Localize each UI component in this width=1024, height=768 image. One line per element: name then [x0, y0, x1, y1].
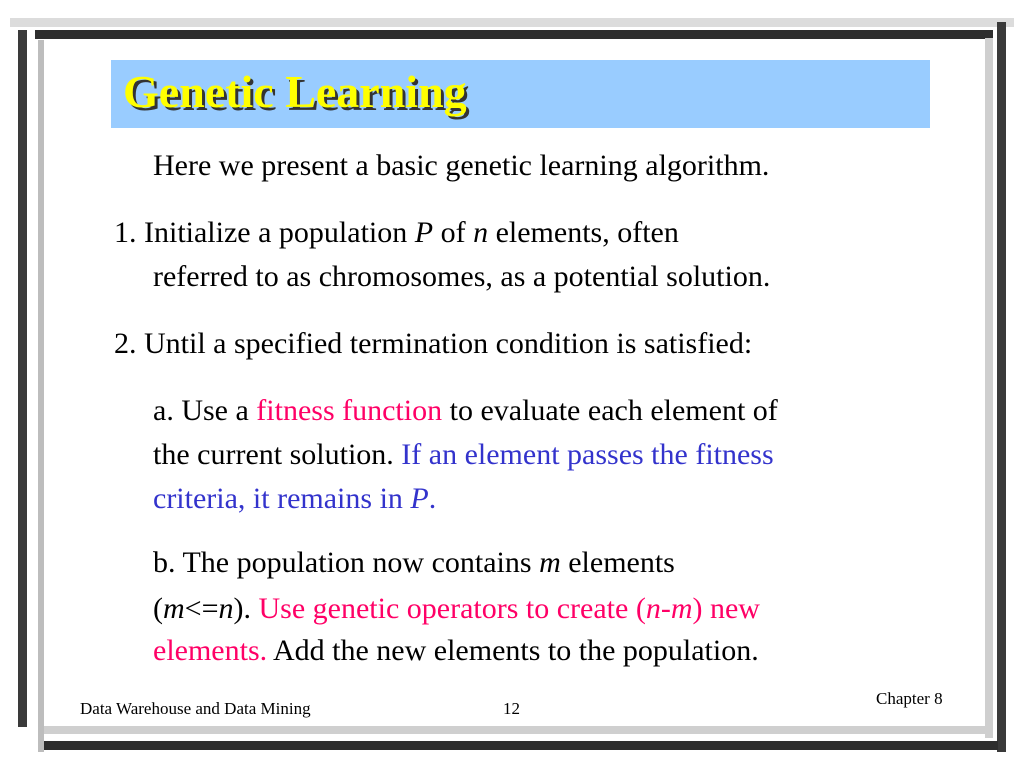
frame-left-dark-bar [18, 30, 27, 727]
step-b-line-3 [153, 629, 759, 673]
genetic-operators-text [259, 592, 760, 625]
step-b-line-2 [153, 587, 760, 631]
intro-text: Here we present a basic genetic learning algorithm. [153, 149, 770, 182]
step-b-prefix: b. The population now contains [153, 546, 540, 579]
close-paren: ). [233, 592, 259, 625]
step-b-rest: elements [560, 546, 675, 579]
step-a-line-2 [153, 433, 774, 477]
open-paren: ( [153, 592, 163, 625]
step-a-line-3 [153, 477, 436, 521]
variable-p: P [414, 216, 434, 249]
variable-m: m [539, 546, 561, 579]
variable-n: n [218, 592, 234, 625]
title-banner [111, 60, 930, 128]
frame-top-light-bar [10, 18, 1014, 27]
frame-right-light-bar [985, 38, 993, 738]
frame-bottom-light-bar [44, 726, 992, 734]
genetic-operators-prefix: Use genetic operators to create ( [258, 592, 646, 625]
footer-chapter: Chapter 8 [876, 689, 943, 708]
step-a-rest: to evaluate each element of [442, 394, 778, 427]
frame-left-light-bar [38, 40, 44, 752]
footer-course-name: Data Warehouse and Data Mining [80, 699, 311, 718]
step-a-period: . [428, 482, 437, 515]
variable-p: P [410, 482, 429, 515]
step-a-line-1 [153, 389, 778, 433]
step-1-of: of [433, 216, 474, 249]
frame-top-dark-bar [35, 30, 993, 39]
dash: - [660, 592, 671, 625]
frame-bottom-dark-bar [44, 741, 998, 750]
step-a-line-2-blue: If an element passes the fitness [401, 438, 774, 471]
step-1-line-2: referred to as chromosomes, as a potential solution. [153, 260, 771, 293]
step-a-prefix: a. Use a [153, 394, 257, 427]
variable-m: m [163, 592, 185, 625]
fitness-function-term: fitness function [256, 394, 443, 427]
step-2-text: 2. Until a specified termination condition is satisfied: [114, 327, 753, 360]
step-a-line-2-black: the current solution. [153, 438, 402, 471]
step-1-line-1 [114, 211, 679, 255]
step-b-line-1 [153, 541, 675, 585]
step-1-rest: elements, often [488, 216, 679, 249]
variable-n: n [473, 216, 489, 249]
variable-m: m [670, 592, 693, 625]
step-a-line-3-text: criteria, it remains in [153, 482, 411, 515]
step-b-line-3-rest: Add the new elements to the population. [267, 634, 759, 667]
less-equal-sign: <= [184, 592, 219, 625]
frame-right-dark-bar [997, 22, 1006, 752]
step-1-prefix: 1. Initialize a population [114, 216, 415, 249]
genetic-operators-suffix: ) new [692, 592, 760, 625]
slide-title: Genetic Learning [123, 66, 467, 117]
variable-n: n [645, 592, 661, 625]
elements-term: elements. [153, 634, 268, 667]
footer-page-number: 12 [503, 699, 520, 718]
